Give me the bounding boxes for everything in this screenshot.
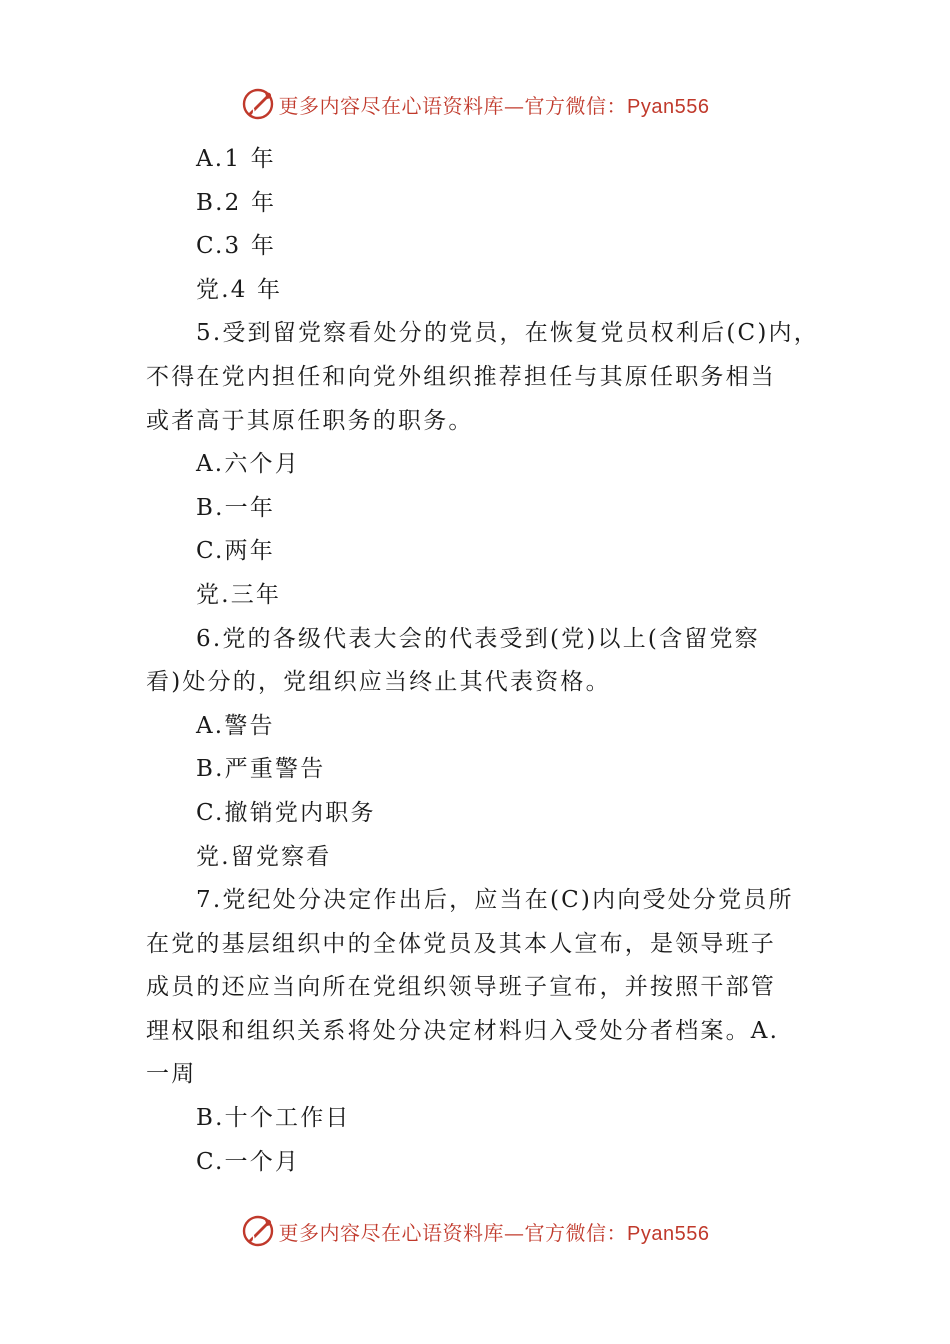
question-line: 理权限和组织关系将处分决定材料归入受处分者档案。A. <box>146 1017 780 1044</box>
document-body <box>146 138 819 1184</box>
question-line: 看)处分的，党组织应当终止其代表资格。 <box>146 669 611 696</box>
question-line: 或者高于其原任职务的职务。 <box>146 407 474 434</box>
option-line: B.严重警告 <box>196 756 326 783</box>
option-line: B.2 年 <box>196 189 277 216</box>
watermark-text: 更多内容尽在心语资料库—官方微信：Pyan556 <box>278 1220 710 1245</box>
wechat-id: Pyan556 <box>627 95 710 118</box>
footer-watermark <box>0 1211 950 1251</box>
question-line: 5.受到留党察看处分的党员，在恢复党员权利后(C)内， <box>196 320 819 347</box>
question-line: 6.党的各级代表大会的代表受到(党)以上(含留党察 <box>196 625 760 652</box>
watermark-text: 更多内容尽在心语资料库—官方微信：Pyan556 <box>278 93 710 118</box>
option-line: C.撤销党内职务 <box>196 799 376 826</box>
question-line: 不得在党内担任和向党外组织推荐担任与其原任职务相当 <box>146 363 776 390</box>
option-line: 党.4 年 <box>196 276 283 303</box>
option-line: A.六个月 <box>196 451 300 478</box>
option-line: A.警告 <box>196 712 275 739</box>
question-line: 在党的基层组织中的全体党员及其本人宣布，是领导班子 <box>146 930 776 957</box>
question-line: 7.党纪处分决定作出后，应当在(C)内向受处分党员所 <box>196 887 794 914</box>
question-line: 成员的还应当向所在党组织领导班子宣布，并按照干部管 <box>146 974 776 1001</box>
option-line: B.一年 <box>196 494 276 521</box>
option-line: A.1 年 <box>196 146 276 172</box>
option-line: B.十个工作日 <box>196 1105 351 1132</box>
option-line: C.一个月 <box>196 1148 301 1175</box>
header-watermark <box>0 84 950 124</box>
option-line: 党.三年 <box>196 581 282 608</box>
quill-logo-icon <box>241 1214 275 1248</box>
option-line: C.3 年 <box>196 233 277 260</box>
wechat-id: Pyan556 <box>627 1222 710 1245</box>
option-line: 党.留党察看 <box>196 843 332 870</box>
option-line: C.两年 <box>196 538 275 565</box>
quill-logo-icon <box>241 87 275 121</box>
question-line: 一周 <box>146 1061 197 1088</box>
